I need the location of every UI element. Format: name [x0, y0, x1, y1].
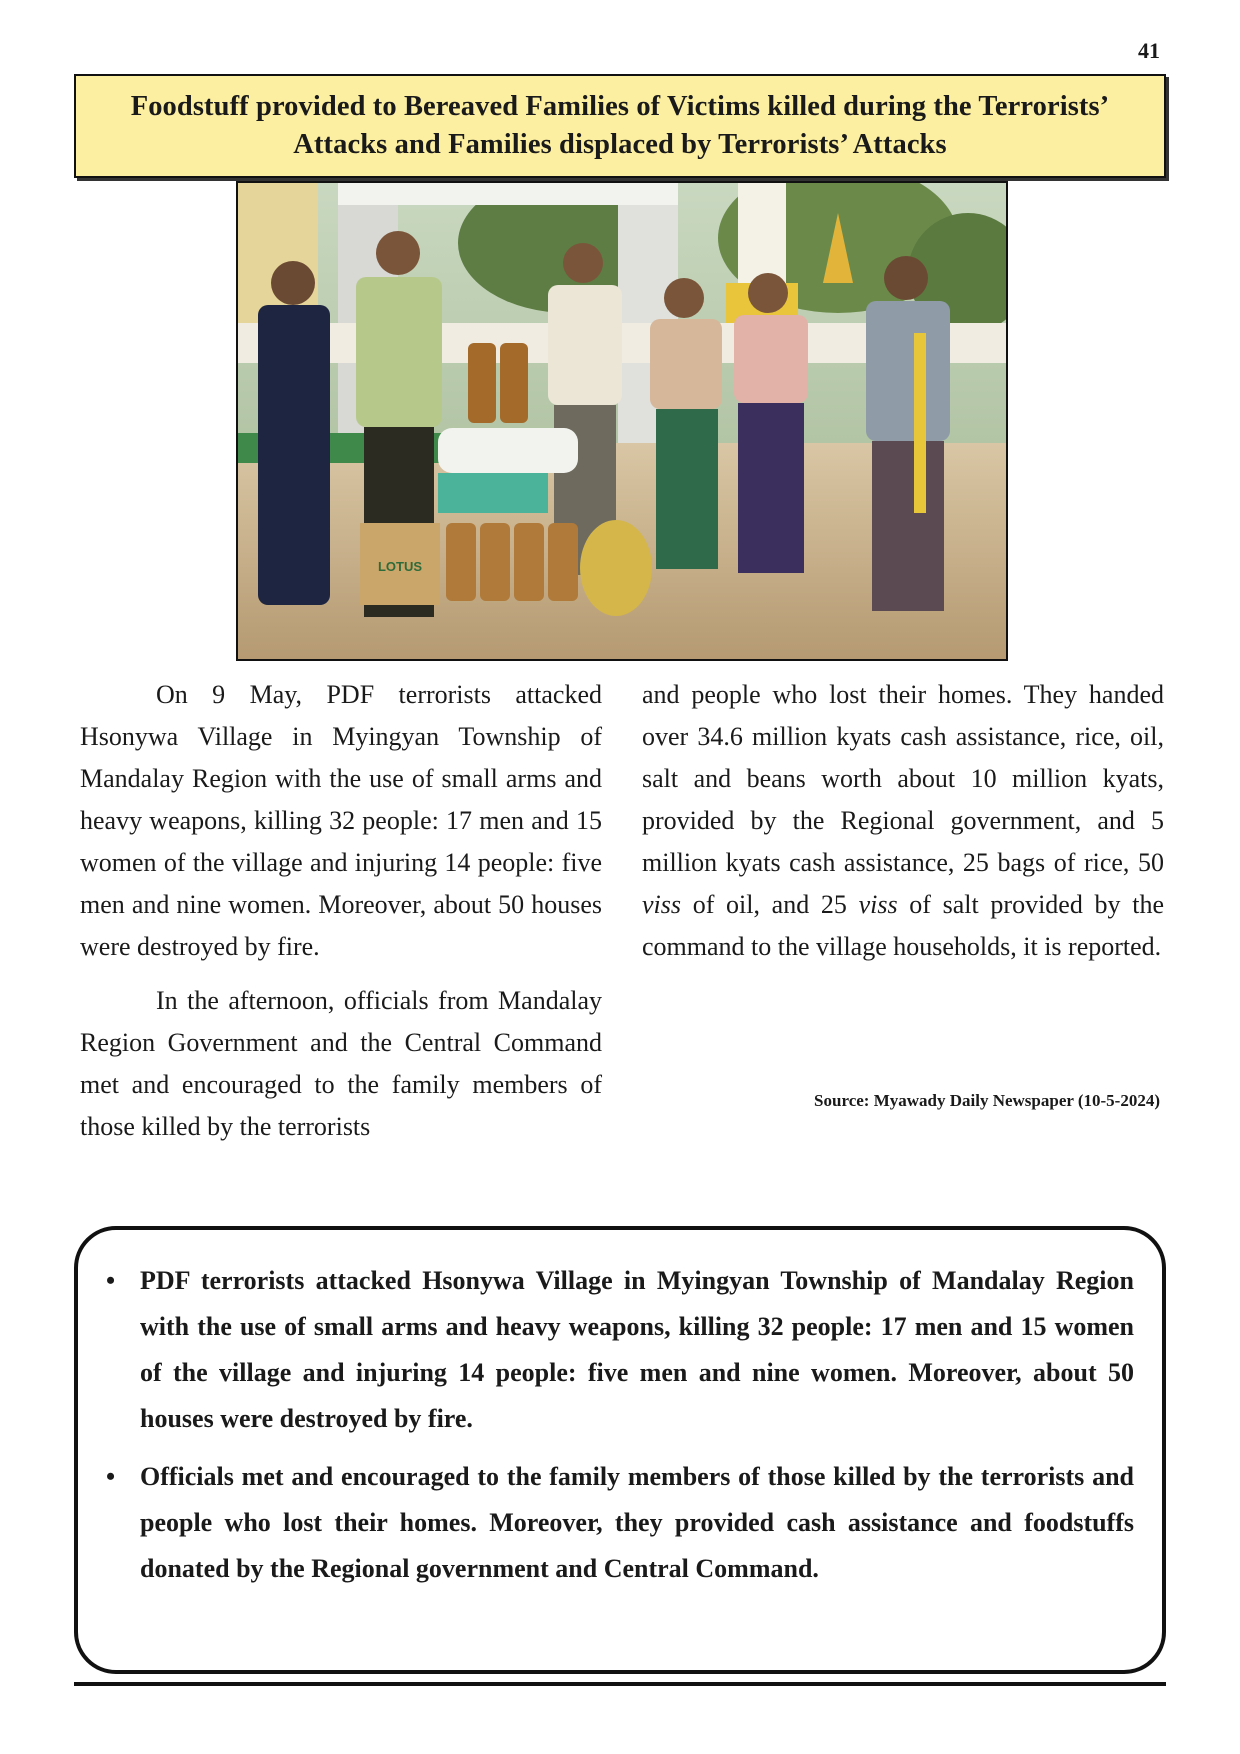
oil-jar: [514, 523, 544, 601]
title-line-2: Attacks and Families displaced by Terrorists’ Attacks: [293, 129, 947, 160]
bullet-icon: •: [106, 1266, 116, 1295]
oil-jar: [548, 523, 578, 601]
title-line-1: Foodstuff provided to Bereaved Families of Victims killed during the Terrorists’: [130, 91, 1110, 122]
news-photo: [236, 181, 1008, 661]
article-column-right: [642, 674, 1164, 968]
viss-unit: viss: [858, 890, 898, 919]
article-text: of oil, and 25: [681, 890, 859, 919]
article-paragraph-1: On 9 May, PDF terrorists attacked Hsonywa Village in Myingyan Township of Mandalay Region with the use of small arms and heavy weapons, killing 32 people: 17 men and 15 women of the village and injuring 14 people: five men and nine women. Moreover, about 50 houses were destroyed by fire.: [80, 680, 602, 961]
article-text: and people who lost their homes. They handed over 34.6 million kyats cash assistance, rice, oil, salt and beans worth about 10 million kyats, provided by the Regional government, and 5 million kyats cash assistance, 25 bags of rice, 50: [642, 680, 1164, 877]
summary-list: [106, 1258, 1134, 1592]
lotus-box-label: LOTUS: [377, 559, 423, 574]
rice-bag: [438, 428, 578, 473]
oil-jar: [480, 523, 510, 601]
summary-item: [106, 1258, 1134, 1442]
page-number: 41: [1138, 38, 1160, 63]
viss-unit: viss: [642, 890, 681, 919]
green-stool: [438, 473, 548, 513]
summary-item-text: PDF terrorists attacked Hsonywa Village in Myingyan Township of Mandalay Region with the use of small arms and heavy weapons, killing 32 people: 17 men and 15 women of the village and injuring 14 people: five men and nine women. Moreover, about 50 houses were destroyed by fire.: [140, 1266, 1134, 1433]
summary-item-text: Officials met and encouraged to the family members of those killed by the terrorists and people who lost their homes. Moreover, they provided cash assistance and foodstuffs donated by the Regional government and Central Command.: [140, 1462, 1134, 1583]
article-text: of salt provided by the command to the village households, it is reported.: [642, 890, 1164, 961]
oil-jar: [446, 523, 476, 601]
title-banner: [74, 74, 1166, 178]
oil-bottle: [500, 343, 528, 423]
photo-illustration: [238, 183, 1006, 659]
summary-box: [74, 1226, 1166, 1674]
person-woman-1: [650, 278, 722, 569]
article-paragraph-3: [642, 674, 1164, 968]
article-column-left: [80, 674, 602, 1148]
person-officer: [258, 261, 330, 605]
summary-item: [106, 1454, 1134, 1592]
person-woman-2: [734, 273, 808, 573]
yellow-sack: [580, 520, 652, 616]
person-man-right: [866, 256, 950, 611]
bottom-rule: [74, 1682, 1166, 1686]
source-credit: Source: Myawady Daily Newspaper (10-5-2024): [814, 1091, 1160, 1110]
bullet-icon: •: [106, 1462, 116, 1491]
article-paragraph-2: In the afternoon, officials from Mandalay Region Government and the Central Command met and encouraged to the family members of those killed by the terrorists: [80, 986, 602, 1141]
gate-beam: [338, 183, 678, 205]
oil-bottle: [468, 343, 496, 423]
